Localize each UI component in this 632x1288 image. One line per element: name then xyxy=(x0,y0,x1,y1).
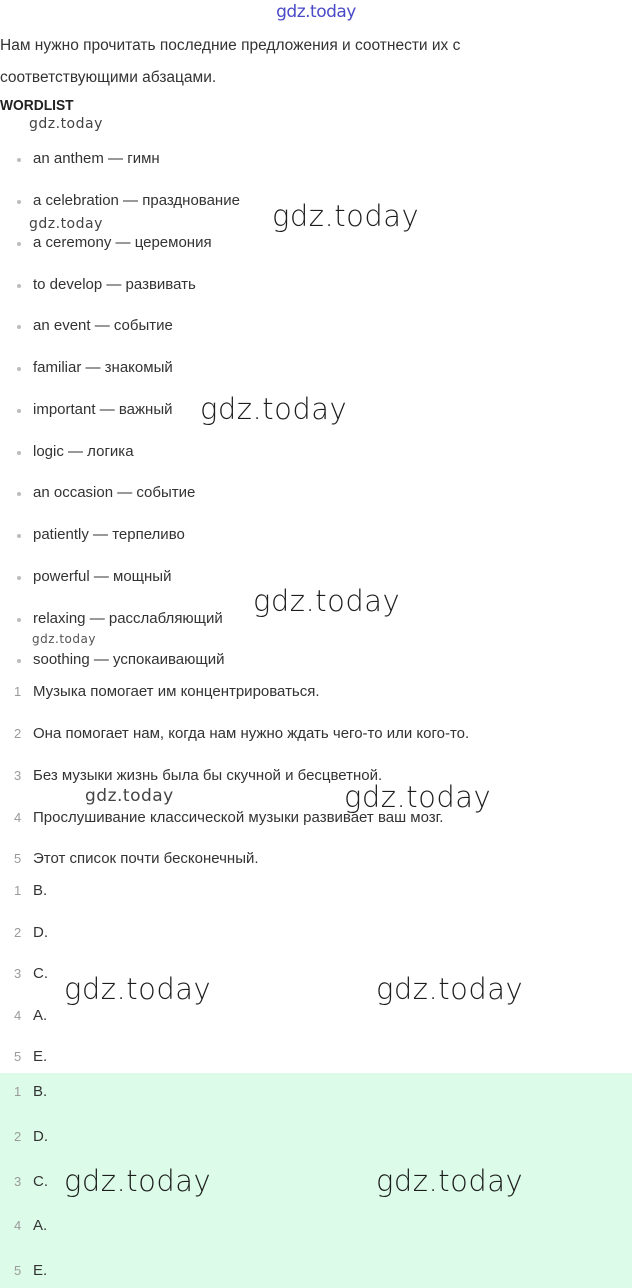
list-item: an event — событие xyxy=(0,314,173,336)
bullet-icon xyxy=(0,444,33,458)
answer-item: 4 A. xyxy=(14,1006,48,1024)
list-item: familiar — знакомый xyxy=(0,356,173,378)
list-item: logic — логика xyxy=(0,440,134,462)
list-item: powerful — мощный xyxy=(0,565,171,587)
list-item: a celebration — празднование xyxy=(0,189,240,211)
bullet-icon xyxy=(0,235,33,249)
watermark: gdz.today xyxy=(85,786,174,806)
bullet-icon xyxy=(0,151,33,165)
sentence-item: 1 Музыка помогает им концентрироваться. xyxy=(14,682,320,700)
list-item: relaxing — расслабляющий xyxy=(0,607,223,629)
wordlist-heading: WORDLIST xyxy=(0,97,74,114)
watermark: gdz.today xyxy=(200,392,348,426)
bullet-icon xyxy=(0,652,33,666)
site-logo[interactable]: gdz.today xyxy=(276,2,356,22)
bullet-icon xyxy=(0,485,33,499)
watermark: gdz.today xyxy=(272,199,420,233)
watermark: gdz.today xyxy=(376,972,524,1006)
watermark: gdz.today xyxy=(29,216,103,232)
answer-item: 1 B. xyxy=(14,881,48,899)
watermark: gdz.today xyxy=(64,1164,212,1198)
answer-item: 1 B. xyxy=(14,1082,48,1100)
bullet-icon xyxy=(0,527,33,541)
bullet-icon xyxy=(0,318,33,332)
answer-item: 5 E. xyxy=(14,1047,48,1065)
answer-item: 4 A. xyxy=(14,1216,48,1234)
bullet-icon xyxy=(0,569,33,583)
list-item: an anthem — гимн xyxy=(0,147,160,169)
sentence-item: 2 Она помогает нам, когда нам нужно ждать чего-то или кого-то. xyxy=(14,724,470,742)
watermark: gdz.today xyxy=(32,632,96,646)
sentence-item: 5 Этот список почти бесконечный. xyxy=(14,849,259,867)
sentence-item: 4 Прослушивание классической музыки развивает ваш мозг. xyxy=(14,808,444,826)
answer-item: 3 C. xyxy=(14,964,48,982)
list-item: to develop — развивать xyxy=(0,273,196,295)
list-item: patiently — терпеливо xyxy=(0,523,185,545)
answer-item: 5 E. xyxy=(14,1261,48,1279)
watermark: gdz.today xyxy=(344,780,492,814)
list-item: soothing — успокаивающий xyxy=(0,648,224,670)
sentence-item: 3 Без музыки жизнь была бы скучной и бесцветной. xyxy=(14,766,383,784)
watermark: gdz.today xyxy=(376,1164,524,1198)
answer-item: 3 C. xyxy=(14,1172,48,1190)
list-item: an occasion — событие xyxy=(0,481,195,503)
list-item: important — важный xyxy=(0,398,172,420)
bullet-icon xyxy=(0,193,33,207)
bullet-icon xyxy=(0,402,33,416)
watermark: gdz.today xyxy=(64,972,212,1006)
bullet-icon xyxy=(0,360,33,374)
answer-item: 2 D. xyxy=(14,923,48,941)
watermark: gdz.today xyxy=(253,584,401,618)
task-description: Нам нужно прочитать последние предложения и соотнести их с соответствующими абзацами. xyxy=(0,37,461,86)
bullet-icon xyxy=(0,277,33,291)
answer-item: 2 D. xyxy=(14,1127,48,1145)
list-item: a ceremony — церемония xyxy=(0,231,212,253)
bullet-icon xyxy=(0,611,33,625)
watermark: gdz.today xyxy=(29,116,103,132)
